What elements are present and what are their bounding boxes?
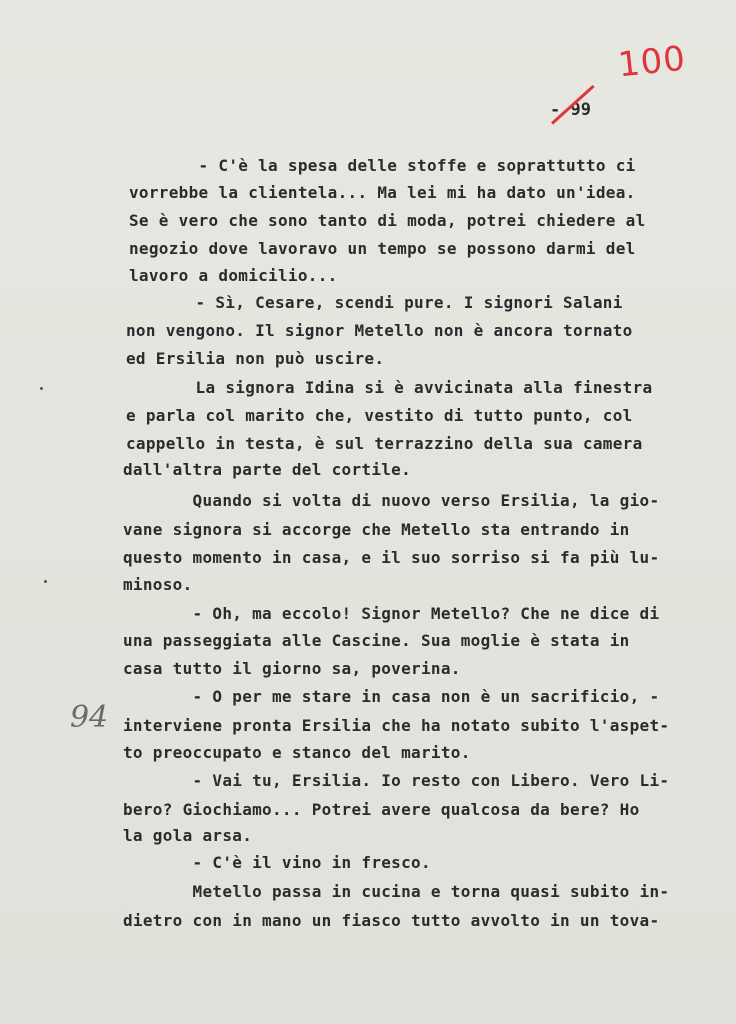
text-line: questo momento in casa, e il suo sorriso si fa più lu- bbox=[123, 548, 660, 567]
text-line: Metello passa in cucina e torna quasi subito in- bbox=[123, 882, 670, 901]
text-line: ed Ersilia non può uscire. bbox=[126, 349, 385, 368]
margin-dot bbox=[40, 387, 43, 390]
text-line: lavoro a domicilio... bbox=[129, 266, 338, 285]
text-line: casa tutto il giorno sa, poverina. bbox=[123, 659, 461, 678]
text-line: e parla col marito che, vestito di tutto punto, col bbox=[126, 406, 633, 425]
text-line: cappello in testa, è sul terrazzino della sua camera bbox=[126, 434, 643, 453]
text-line: la gola arsa. bbox=[123, 826, 253, 845]
typed-page-number: - 99 bbox=[550, 100, 591, 120]
text-line: - Oh, ma eccolo! Signor Metello? Che ne dice di bbox=[123, 604, 660, 623]
text-line: minoso. bbox=[123, 575, 193, 594]
text-line: dall'altra parte del cortile. bbox=[123, 460, 412, 479]
text-line: non vengono. Il signor Metello non è ancora tornato bbox=[126, 321, 633, 340]
text-line: Quando si volta di nuovo verso Ersilia, la gio- bbox=[123, 491, 660, 510]
text-line: dietro con in mano un fiasco tutto avvolto in un tova- bbox=[123, 911, 660, 930]
margin-handwritten-note: 94 bbox=[70, 700, 109, 735]
handwritten-page-number: 100 bbox=[616, 38, 688, 86]
text-line: - Vai tu, Ersilia. Io resto con Libero. Vero Li- bbox=[123, 771, 670, 790]
margin-dot bbox=[44, 580, 47, 583]
text-line: una passeggiata alle Cascine. Sua moglie è stata in bbox=[123, 631, 630, 650]
text-line: vorrebbe la clientela... Ma lei mi ha dato un'idea. bbox=[129, 183, 636, 202]
text-line: interviene pronta Ersilia che ha notato subito l'aspet- bbox=[123, 716, 670, 735]
text-line: - Sì, Cesare, scendi pure. I signori Salani bbox=[126, 293, 623, 312]
text-line: - C'è la spesa delle stoffe e soprattutto ci bbox=[129, 156, 636, 175]
text-line: Se è vero che sono tanto di moda, potrei chiedere al bbox=[129, 211, 646, 230]
text-line: - O per me stare in casa non è un sacrificio, - bbox=[123, 687, 660, 706]
text-line: La signora Idina si è avvicinata alla finestra bbox=[126, 378, 653, 397]
text-line: to preoccupato e stanco del marito. bbox=[123, 743, 471, 762]
text-line: bero? Giochiamo... Potrei avere qualcosa da bere? Ho bbox=[123, 800, 640, 819]
text-line: vane signora si accorge che Metello sta entrando in bbox=[123, 520, 630, 539]
text-line: - C'è il vino in fresco. bbox=[123, 853, 431, 872]
text-line: negozio dove lavoravo un tempo se possono darmi del bbox=[129, 239, 636, 258]
